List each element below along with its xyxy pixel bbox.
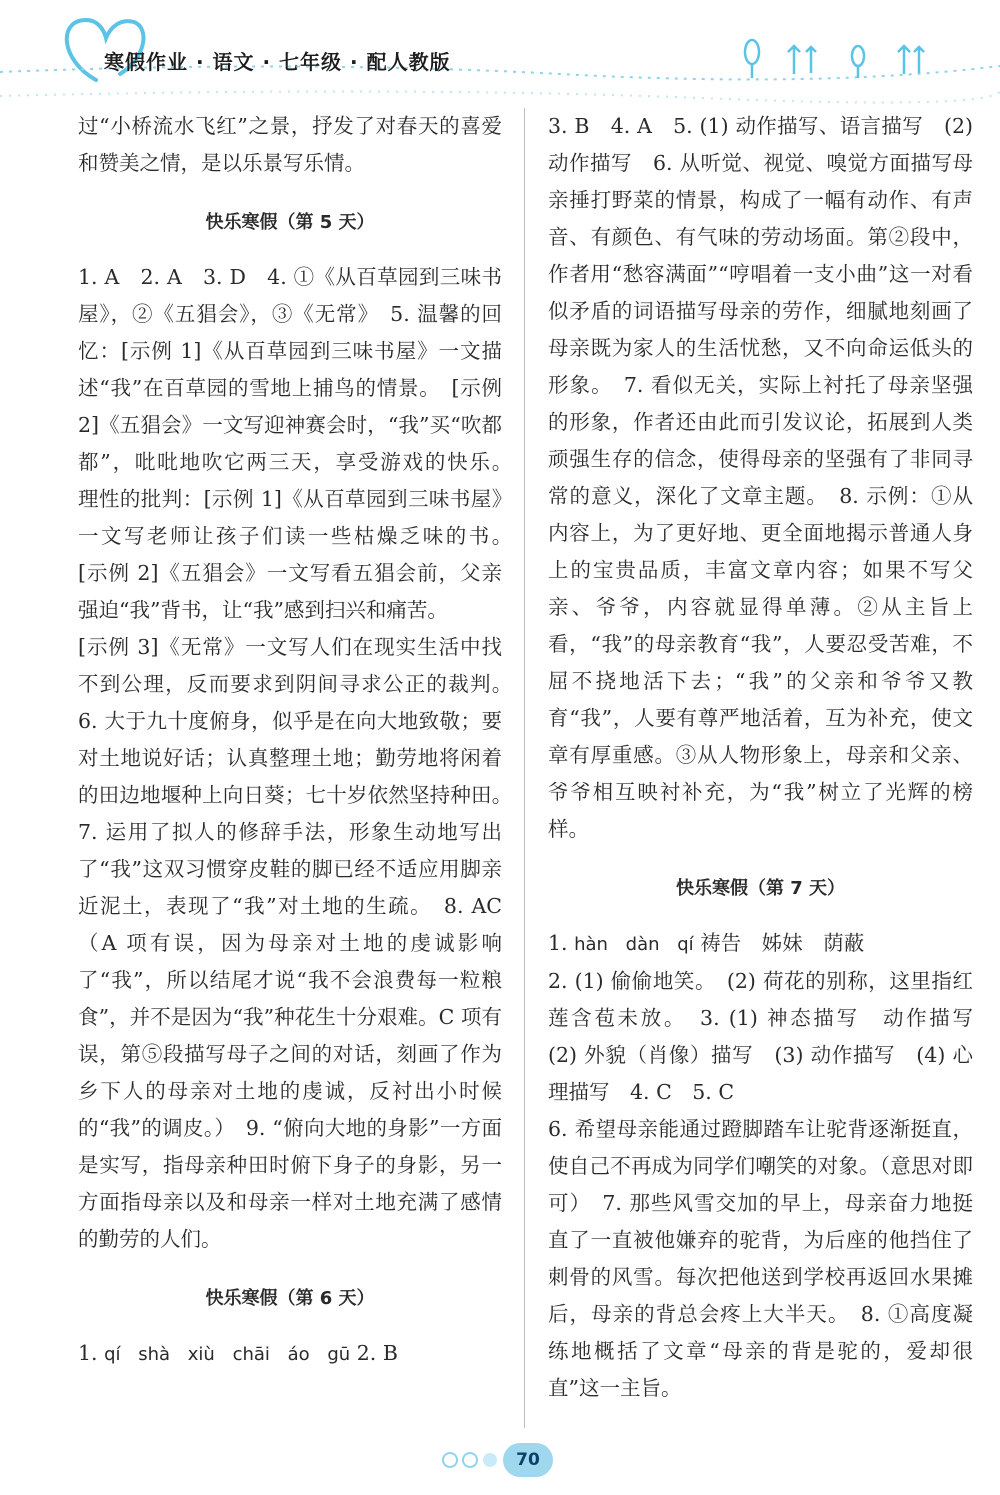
paragraph: 2. (1) 偷偷地笑。 (2) 荷花的别称，这里指红莲含苞未放。 3. (1) 神态描写 动作描写 (2) 外貌（肖像）描写 (3) 动作描写 (4) 心理描写 4. C 5. C <box>548 969 994 1104</box>
paragraph <box>548 925 973 963</box>
paragraph: 1. A 2. A 3. D 4. ①《从百草园到三味书屋》，②《五猖会》，③《无常》 5. 温馨的回忆：[示例 1]《从百草园到三味书屋》一文描述“我”在百草园的雪地上捕鸟的情景。 [示例 2]《五猖会》一文写迎神赛会时，“我”买“吹都都”，吡吡地吹它两三天，享受游戏的快乐。 理性的批判：[示例 1]《从百草园到三味书屋》一文写老师让孩子们读一些枯燥乏味的书。 [示例 2]《五猖会》一文写看五猖会前，父亲强迫“我”背书，让“我”感到扫兴和痛苦。 <box>78 265 523 622</box>
left-column <box>78 108 523 1373</box>
right-column <box>548 108 994 1407</box>
item-number: 1. <box>548 931 568 955</box>
pinyin-answers: hàn dàn qí <box>574 934 694 955</box>
flower-doodles-icon <box>745 40 924 78</box>
footer-circles-icon <box>440 1448 500 1472</box>
page-header <box>0 0 1000 105</box>
item-number: 1. <box>78 1341 98 1365</box>
page-number: 70 <box>503 1443 553 1477</box>
paragraph <box>78 1335 502 1373</box>
section-title-day5: 快乐寒假（第 5 天） <box>205 212 375 233</box>
section-title-day6: 快乐寒假（第 6 天） <box>205 1288 375 1309</box>
paragraph: 过“小桥流水飞红”之景，抒发了对春天的喜爱和赞美之情，是以乐景写乐情。 <box>78 114 502 175</box>
paragraph: [示例 3]《无常》一文写人们在现实生活中找不到公理，反而要求到阴间寻求公正的裁判。 6. 大于九十度俯身，似乎是在向大地致敬；要对土地说好话；认真整理土地；勤劳地将闲着的田边地堰种上向日葵；七十岁依然坚持种田。 7. 运用了拟人的修辞手法，形象生动地写出了“我”这双习惯穿皮鞋的脚已经不适应用脚亲近泥土，表现了“我”对土地的生疏。 8. AC （A 项有误，因为母亲对土地的虔诚影响了“我”，所以结尾才说“我不会浪费每一粒粮食”，并不是因为“我”种花生十分艰难。C 项有误，第⑤段描写母子之间的对话，刻画了作为乡下人的母亲对土地的虔诚，反衬出小时候的“我”的调皮。） 9. “俯向大地的身影”一方面是实写，指母亲种田时俯下身子的身影，另一方面指母亲以及和母亲一样对土地充满了感情的勤劳的人们。 <box>78 635 523 1251</box>
paragraph: 6. 希望母亲能通过蹬脚踏车让驼背逐渐挺直，使自己不再成为同学们嘲笑的对象。（意思对即可） 7. 那些风雪交加的早上，母亲奋力地挺直了一直被他嫌弃的驼背，为后座的他挡住了刺骨的风雪。每次把他送到学校再返回水果摊后，母亲的背总会疼上大半天。 8. ①高度凝练地概括了文章“母亲的背是驼的，爱却很直”这一主旨。 <box>548 1117 973 1400</box>
answer-text: 2. B <box>356 1341 398 1365</box>
section-title-day7: 快乐寒假（第 7 天） <box>675 878 846 899</box>
header-title: 寒假作业 · 语文 · 七年级 · 配人教版 <box>104 50 451 74</box>
pinyin-answers: qí shà xiù chāi áo gū <box>104 1344 351 1365</box>
paragraph: 3. B 4. A 5. (1) 动作描写、语言描写 (2) 动作描写 6. 从听觉、视觉、嗅觉方面描写母亲捶打野菜的情景，构成了一幅有动作、有声音、有颜色、有气味的劳动场面。第②段中，作者用“愁容满面”“哼唱着一支小曲”这一对看似矛盾的词语描写母亲的劳作，细腻地刻画了母亲既为家人的生活忧愁，又不向命运低头的形象。 7. 看似无关，实际上衬托了母亲坚强的形象，作者还由此而引发议论，拓展到人类顽强生存的信念，使得母亲的坚强有了非同寻常的意义，深化了文章主题。 8. 示例：①从内容上，为了更好地、更全面地揭示普通人身上的宝贵品质，丰富文章内容；如果不写父亲、爷爷，内容就显得单薄。②从主旨上看，“我”的母亲教育“我”，人要忍受苦难，不屈不挠地活下去；“我”的父亲和爷爷又教育“我”，人要有尊严地活着，互为补充，使文章有厚重感。③从人物形象上，母亲和父亲、爷爷相互映衬补充，为“我”树立了光辉的榜样。 <box>548 114 973 841</box>
column-divider <box>524 108 525 1428</box>
word-answers: 祷告 姊妹 荫蔽 <box>700 931 865 955</box>
